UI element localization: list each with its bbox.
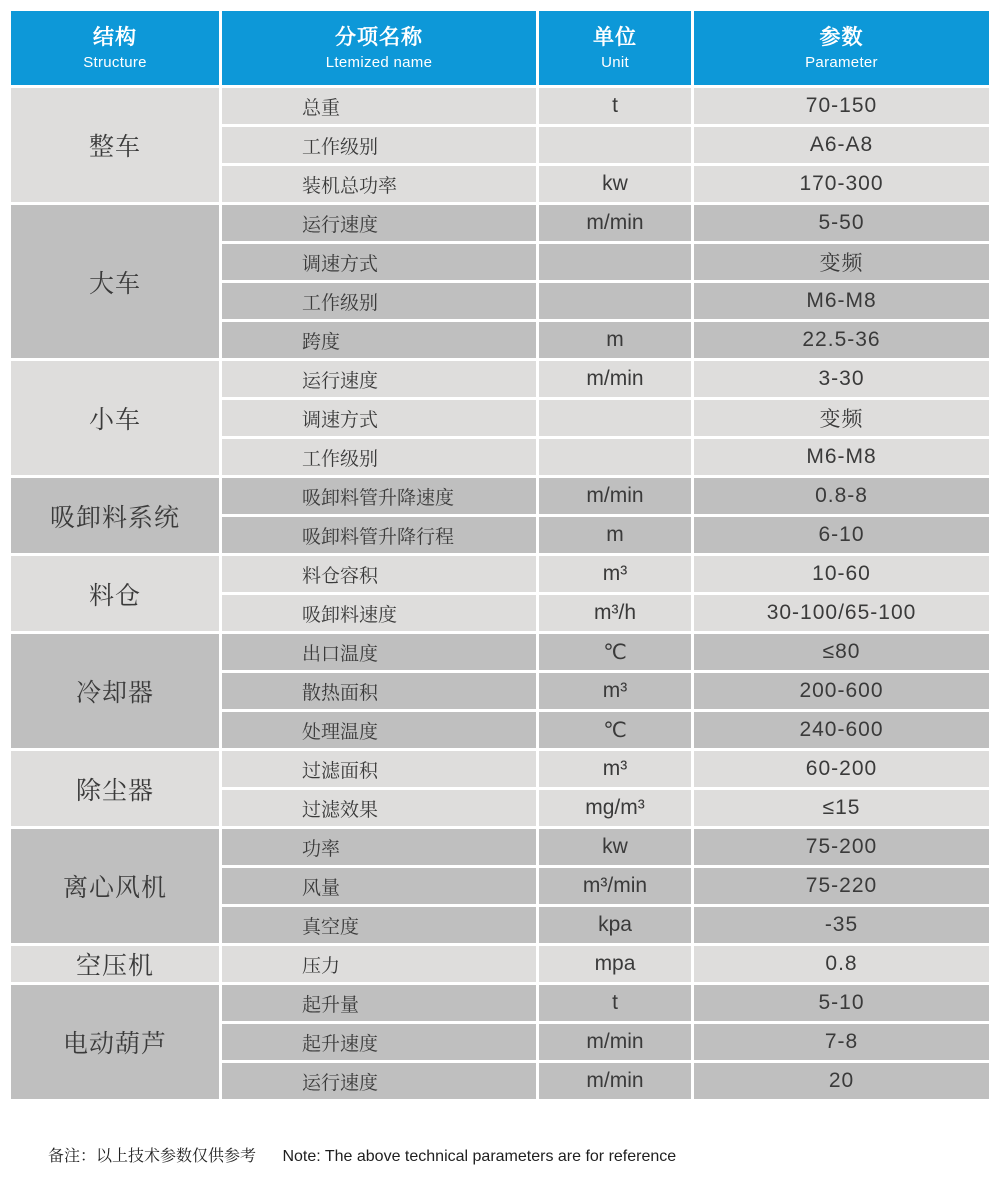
param-cell: 70-150 xyxy=(694,88,989,124)
footer-note-zh: 备注：以上技术参数仅供参考 xyxy=(48,1148,257,1165)
unit-cell: kw xyxy=(539,829,691,865)
unit-cell xyxy=(539,439,691,475)
item-name-cell: 工作级别 xyxy=(222,127,536,163)
param-cell: 0.8 xyxy=(694,946,989,982)
unit-cell: ℃ xyxy=(539,634,691,670)
item-name-cell: 风量 xyxy=(222,868,536,904)
param-cell: 5-10 xyxy=(694,985,989,1021)
item-name-cell: 吸卸料管升降行程 xyxy=(222,517,536,553)
table-row xyxy=(11,946,989,982)
footer-note-en: Note: The above technical parameters are for reference xyxy=(282,1148,677,1165)
param-cell: ≤80 xyxy=(694,634,989,670)
item-name-cell: 运行速度 xyxy=(222,205,536,241)
item-name-cell: 过滤效果 xyxy=(222,790,536,826)
param-cell: 5-50 xyxy=(694,205,989,241)
unit-cell: m xyxy=(539,517,691,553)
header-row xyxy=(11,11,989,85)
item-name-cell: 装机总功率 xyxy=(222,166,536,202)
item-name-cell: 功率 xyxy=(222,829,536,865)
unit-cell: m³ xyxy=(539,556,691,592)
param-cell: M6-M8 xyxy=(694,283,989,319)
item-name-cell: 料仓容积 xyxy=(222,556,536,592)
item-name-cell: 出口温度 xyxy=(222,634,536,670)
header-structure xyxy=(11,11,219,85)
header-itemized-name xyxy=(222,11,536,85)
param-cell: 75-220 xyxy=(694,868,989,904)
param-cell: 7-8 xyxy=(694,1024,989,1060)
param-cell: 20 xyxy=(694,1063,989,1099)
param-cell: 变频 xyxy=(694,244,989,280)
unit-cell xyxy=(539,400,691,436)
header-unit-en: Unit xyxy=(601,54,629,72)
unit-cell: ℃ xyxy=(539,712,691,748)
table-row xyxy=(11,751,989,787)
unit-cell: kw xyxy=(539,166,691,202)
table-row xyxy=(11,478,989,514)
param-cell: 170-300 xyxy=(694,166,989,202)
unit-cell: m³ xyxy=(539,673,691,709)
item-name-cell: 真空度 xyxy=(222,907,536,943)
table-row xyxy=(11,634,989,670)
param-cell: 75-200 xyxy=(694,829,989,865)
param-cell: 60-200 xyxy=(694,751,989,787)
unit-cell: t xyxy=(539,88,691,124)
item-name-cell: 吸卸料管升降速度 xyxy=(222,478,536,514)
table-row xyxy=(11,985,989,1021)
table-row xyxy=(11,205,989,241)
unit-cell xyxy=(539,127,691,163)
item-name-cell: 总重 xyxy=(222,88,536,124)
param-cell: A6-A8 xyxy=(694,127,989,163)
unit-cell: m/min xyxy=(539,1063,691,1099)
item-name-cell: 运行速度 xyxy=(222,361,536,397)
param-cell: 3-30 xyxy=(694,361,989,397)
header-unit-zh: 单位 xyxy=(593,25,637,49)
table-row xyxy=(11,361,989,397)
header-parameter-zh: 参数 xyxy=(819,25,864,49)
header-structure-zh: 结构 xyxy=(93,25,137,49)
spec-table-body xyxy=(11,88,989,1099)
param-cell: 30-100/65-100 xyxy=(694,595,989,631)
item-name-cell: 工作级别 xyxy=(222,439,536,475)
item-name-cell: 调速方式 xyxy=(222,400,536,436)
param-cell: 240-600 xyxy=(694,712,989,748)
structure-cell: 吸卸料系统 xyxy=(11,478,219,553)
spec-table-header xyxy=(11,11,989,85)
unit-cell: mg/m³ xyxy=(539,790,691,826)
header-parameter xyxy=(694,11,989,85)
header-structure-en: Structure xyxy=(83,54,147,72)
item-name-cell: 运行速度 xyxy=(222,1063,536,1099)
footer-note xyxy=(48,1143,676,1166)
item-name-cell: 跨度 xyxy=(222,322,536,358)
unit-cell: m/min xyxy=(539,478,691,514)
unit-cell xyxy=(539,244,691,280)
unit-cell: mpa xyxy=(539,946,691,982)
table-row xyxy=(11,88,989,124)
item-name-cell: 调速方式 xyxy=(222,244,536,280)
unit-cell: m/min xyxy=(539,361,691,397)
unit-cell: m/min xyxy=(539,1024,691,1060)
header-parameter-en: Parameter xyxy=(805,54,878,72)
item-name-cell: 压力 xyxy=(222,946,536,982)
unit-cell: m/min xyxy=(539,205,691,241)
param-cell: M6-M8 xyxy=(694,439,989,475)
structure-cell: 大车 xyxy=(11,205,219,358)
structure-cell: 冷却器 xyxy=(11,634,219,748)
unit-cell: m³ xyxy=(539,751,691,787)
param-cell: 200-600 xyxy=(694,673,989,709)
structure-cell: 空压机 xyxy=(11,946,219,982)
item-name-cell: 处理温度 xyxy=(222,712,536,748)
param-cell: 6-10 xyxy=(694,517,989,553)
structure-cell: 离心风机 xyxy=(11,829,219,943)
header-unit xyxy=(539,11,691,85)
table-row xyxy=(11,829,989,865)
unit-cell: m³/min xyxy=(539,868,691,904)
structure-cell: 料仓 xyxy=(11,556,219,631)
item-name-cell: 起升量 xyxy=(222,985,536,1021)
header-itemized-name-en: Ltemized name xyxy=(325,54,433,72)
unit-cell xyxy=(539,283,691,319)
header-itemized-name-zh: 分项名称 xyxy=(335,25,423,49)
table-row xyxy=(11,556,989,592)
structure-cell: 电动葫芦 xyxy=(11,985,219,1099)
unit-cell: m xyxy=(539,322,691,358)
param-cell: 22.5-36 xyxy=(694,322,989,358)
param-cell: ≤15 xyxy=(694,790,989,826)
structure-cell: 小车 xyxy=(11,361,219,475)
item-name-cell: 起升速度 xyxy=(222,1024,536,1060)
param-cell: 变频 xyxy=(694,400,989,436)
item-name-cell: 吸卸料速度 xyxy=(222,595,536,631)
unit-cell: m³/h xyxy=(539,595,691,631)
item-name-cell: 散热面积 xyxy=(222,673,536,709)
spec-table xyxy=(8,8,992,1102)
unit-cell: t xyxy=(539,985,691,1021)
param-cell: -35 xyxy=(694,907,989,943)
item-name-cell: 过滤面积 xyxy=(222,751,536,787)
item-name-cell: 工作级别 xyxy=(222,283,536,319)
param-cell: 10-60 xyxy=(694,556,989,592)
unit-cell: kpa xyxy=(539,907,691,943)
structure-cell: 除尘器 xyxy=(11,751,219,826)
structure-cell: 整车 xyxy=(11,88,219,202)
param-cell: 0.8-8 xyxy=(694,478,989,514)
